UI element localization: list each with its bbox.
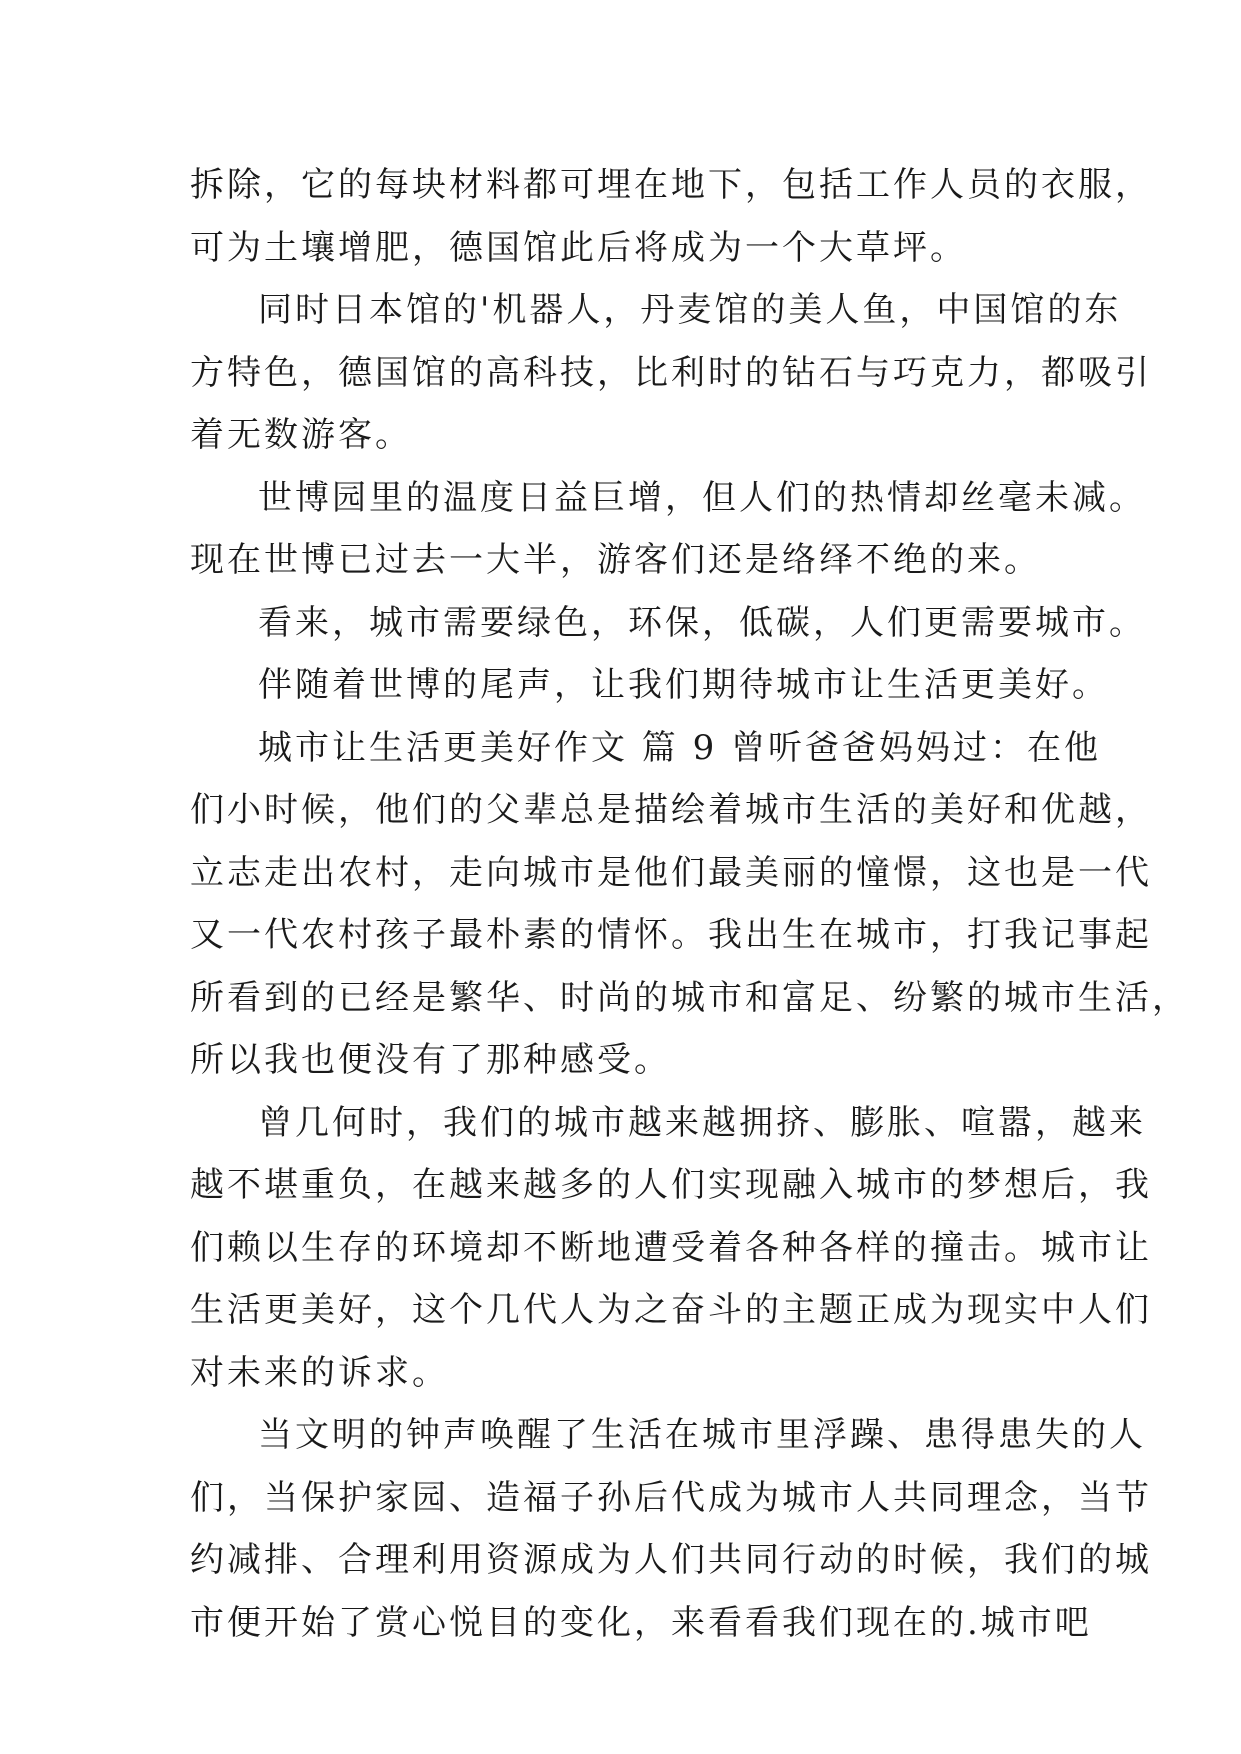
text-line: 伴随着世博的尾声，让我们期待城市让生活更美好。 <box>258 665 1109 705</box>
text-line: 又一代农村孩子最朴素的情怀。我出生在城市，打我记事起 <box>190 915 1152 955</box>
text-line: 曾几何时，我们的城市越来越拥挤、膨胀、喧嚣，越来 <box>258 1102 1146 1143</box>
text-line: 世博园里的温度日益巨增，但人们的热情却丝毫未减。 <box>258 477 1146 518</box>
text-line: 们，当保护家园、造福子孙后代成为城市人共同理念，当节 <box>190 1477 1152 1518</box>
text-line: 立志走出农村，走向城市是他们最美丽的憧憬，这也是一代 <box>190 852 1152 893</box>
text-line: 可为土壤增肥，德国馆此后将成为一个大草坪。 <box>190 227 967 268</box>
text-line: 着无数游客。 <box>190 415 412 455</box>
text-line: 现在世博已过去一大半，游客们还是络绎不绝的来。 <box>190 540 1041 580</box>
text-line: 对未来的诉求。 <box>190 1352 449 1393</box>
text-line: 当文明的钟声唤醒了生活在城市里浮躁、患得患失的人 <box>258 1415 1146 1455</box>
text-line: 所看到的已经是繁华、时尚的城市和富足、纷繁的城市生活， <box>190 977 1189 1018</box>
text-line: 们小时候，他们的父辈总是描绘着城市生活的美好和优越， <box>190 790 1152 830</box>
text-line: 越不堪重负，在越来越多的人们实现融入城市的梦想后，我 <box>190 1165 1152 1205</box>
text-line: 方特色，德国馆的高科技，比利时的钻石与巧克力，都吸引 <box>190 352 1152 393</box>
text-line: 所以我也便没有了那种感受。 <box>190 1040 671 1080</box>
text-line: 拆除，它的每块材料都可埋在地下，包括工作人员的衣服， <box>190 165 1152 205</box>
text-line: 生活更美好，这个几代人为之奋斗的主题正成为现实中人们 <box>190 1290 1152 1330</box>
text-line: 看来，城市需要绿色，环保，低碳，人们更需要城市。 <box>258 602 1146 643</box>
text-line: 们赖以生存的环境却不断地遭受着各种各样的撞击。城市让 <box>190 1227 1152 1268</box>
text-line: 约减排、合理利用资源成为人们共同行动的时候，我们的城 <box>190 1540 1152 1580</box>
text-line: 同时日本馆的'机器人，丹麦馆的美人鱼，中国馆的东 <box>258 290 1122 330</box>
text-line: 市便开始了赏心悦目的变化，来看看我们现在的.城市吧 <box>190 1602 1092 1643</box>
document-body-text <box>190 154 1189 1654</box>
text-line: 城市让生活更美好作文 篇 9 曾听爸爸妈妈过：在他 <box>258 727 1102 768</box>
